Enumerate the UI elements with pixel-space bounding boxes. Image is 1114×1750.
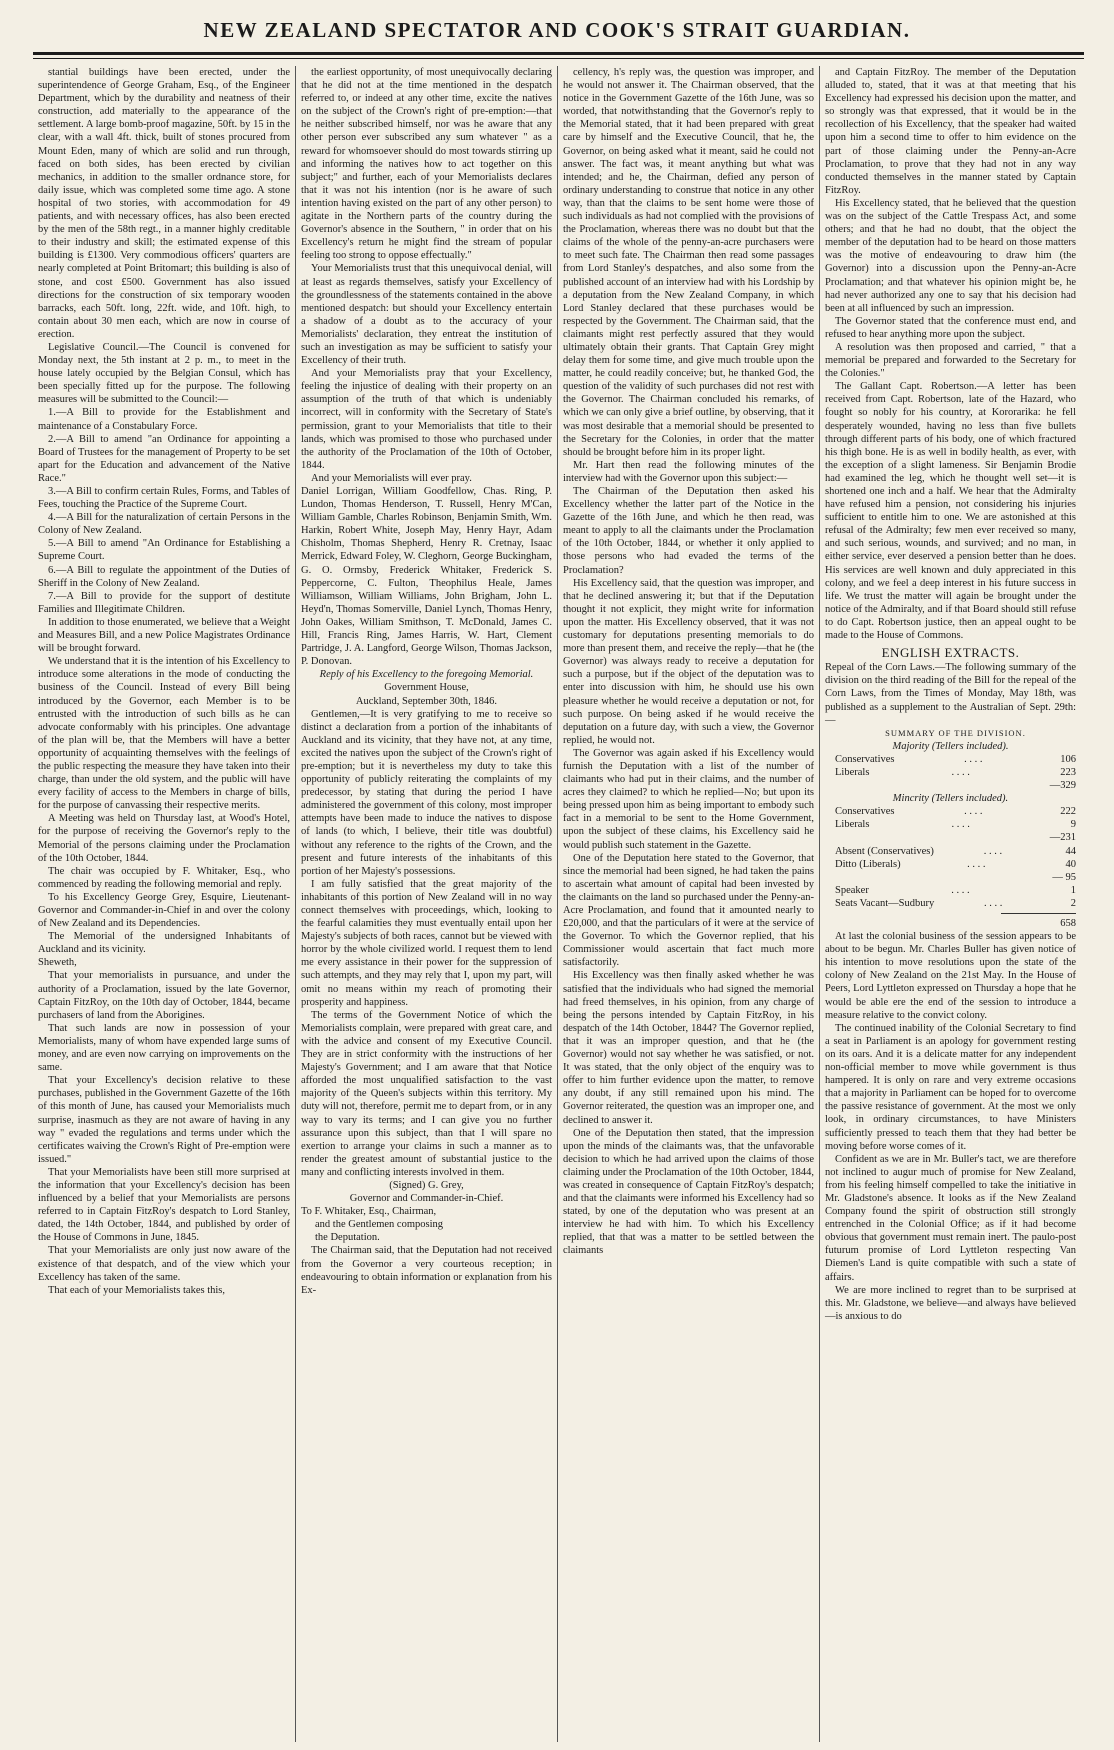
col2-paragraph: The Chairman said, that the Deputation had not received from the Governor a very courteous reception; in endeavouring to obtain information or explanation from his Ex- [301,1245,552,1296]
masthead-rule-thick [33,52,1084,55]
division-row [825,818,1076,831]
leader-dots: . . . . [951,819,970,831]
col2-paragraph: Government House, [384,682,469,694]
leader-dots: . . . . [964,806,983,818]
col1-paragraph: That your Memorialists have been still more surprised at the information that your Excellency's decision has been influenced by a belief that your Memorialists are persons referred to in Captain FitzRoy's despatch to Lord Stanley, dated, the 14th October, 1844, and published by order of the House of Commons in June, 1845. [38,1166,290,1244]
col2-paragraph: Gentlemen,—It is very gratifying to me to receive so distinct a declaration from a portion of the inhabitants of Auckland and its vicinity, that they have not, at any time, excited the natives upon the subject of the Crown's right of pre-emption; but it is nevertheless my duty to take this opportunity of publicly reiterating the complaints of my predecessor, by stating that during the period I have administered the government of this colony, most improper attempts have been made to induce the natives to dispose of lands (to which, I believe, their title was doubtful) without any reference to the rights of the Crown, and the present and future interests of the inhabitants of this portion of her Majesty's possessions. [301,708,552,877]
leader-dots: . . . . [983,897,1003,909]
col3-paragraph: cellency, h's reply was, the question was improper, and he would not answer it. The Chairman observed, that the notice in the Government Gazette of the 16th June, was so worded, that notwithstanding that the Governor's reply to the Memorial stated, that it had been prepared with great care by himself and the Executive Council, that he, the Governor, on being asked what it meant, said he could not answer. The fact was, it meant anything but what was intended; and he, the Chairman, defied any person of ordinary understanding to construe that notice in any other way, than that the claims to be sent home were those of such individuals as had not complied with the provisions of the Proclamation, whereas there was no doubt but that the claims of the whole of the penny-an-acre purchasers were to meet such fate. The Chairman then read some passages from Lord Stanley's despatches, and also some from the published account of an interview had with his Lordship by a deputation from the New Zealand Company, in which Lord Stanley declared that these purchases would be respected by the Government. The Chairman said, that the claimants might rest perfectly assured that they would ultimately obtain their grants. That Captain Grey might delay them for some time, and give much trouble upon the matter, he could readily conceive; but, he thanked God, the question of the validity of such purchases did not rest with the Governor. The Chairman concluded his remarks, of which we can only give a brief outline, by observing, that it was most desirable that a memorial should be presented to the Secretary for the Colonies, in order that the matter should be brought before him in its proper light. [563,67,814,458]
col1-paragraph: That your Memorialists are only just now aware of the existence of that despatch, and of the view which your Excellency has taken of the same. [38,1245,290,1283]
division-row [825,897,1076,910]
col1-paragraph: That such lands are now in possession of your Memorialists, many of whom have expended large sums of money, and are even now carrying on improvements on the same. [38,1022,290,1074]
division-label: Liberals [835,766,870,778]
division-label: Speaker [835,884,869,896]
corn-laws-intro: Repeal of the Corn Laws.—The following summary of the division on the third reading of the Bill for the repeal of the Corn Laws, from the Times of Monday, May 18th, was published as a supplement to the Australian of Sept. 29th:— [825,662,1076,726]
other-seats-table [825,884,1076,910]
col1-paragraph: A Meeting was held on Thursday last, at Wood's Hotel, for the purpose of receiving the Governor's reply to the Memorial of the persons claiming under the Proclamation of the 10th October, 1844. [38,813,290,864]
col1-paragraph: That each of your Memorialists takes this, [48,1284,225,1296]
col2-paragraph: Auckland, September 30th, 1846. [355,695,498,707]
column-2 [295,66,557,1742]
col1-paragraph: 1.—A Bill to provide for the Establishment and maintenance of a Constabulary Force. [38,407,290,432]
col1-paragraph: Legislative Council.—The Council is convened for Monday next, the 5th instant at 2 p. m., to meet in the house lately occupied by the Belgian Consul, which has been specially fitted up for the purpose. The following measures will be submitted to the Council:— [38,341,290,406]
english-extracts-title: ENGLISH EXTRACTS. [881,645,1020,661]
col3-paragraph: His Excellency was then finally asked whether he was satisfied that the individuals who had signed the memorial had freed themselves, in his opinion, from any charge of being the persons intended by Captain FitzRoy, in his despatch of the 14th October, 1844? The Governor replied, that it was an improper question, and that he (the Governor) would not say whether he was satisfied, or not. It was stated, that the only object of the enquiry was to offer to him further evidence upon the matter, to remove any doubt, if any still remained upon his mind. The Governor reiterated, the question was an improper one, and declined to answer it. [563,970,814,1126]
division-row [825,845,1076,858]
col1-paragraph: To his Excellency George Grey, Esquire, Lieutenant-Governor and Commander-in-Chief in and over the colony of New Zealand and its Dependencies. [38,891,290,930]
col3-paragraph: The Chairman of the Deputation then asked his Excellency whether the latter part of the Notice in the Gazette of the 16th June, and which he then read, was meant to apply to all the claimants under the Proclamation of the 10th October, 1844, or whether it only applied to those persons who had evaded the terms of the Proclamation? [563,486,814,576]
minority-table [825,805,1076,831]
col2-paragraph: And your Memorialists pray that your Excellency, feeling the injustice of dealing with their property on an assumption of the truth of that which is undeniably incorrect, will in conformity with the Secretary of State's permission, grant to your Memorialists that title to their lands, which was promised to those who purchased under the authority of the Proclamation of the 10th of October, 1844. [301,368,552,471]
division-label: Conservatives [835,753,895,765]
division-row [825,858,1076,871]
column-1 [33,66,295,1742]
col2-paragraph: Daniel Lorrigan, William Goodfellow, Chas. Ring, P. Lundon, Thomas Henderson, T. Russell, Henry M'Can, William Gamble, Charles Robinson, Benjamin Smith, Wm. Harkin, Robert White, Joseph May, Henry Hayr, Adam Chisholm, Thomas Shepherd, Henry R. Cretnay, Isaac Merrick, Edward Foley, W. Cleghorn, George Buckingham, G. O. Ormsby, Frederick Whitaker, Frederick S. Peppercorne, C. Fulton, Theophilus Heale, James Williamson, William Williams, John Brigham, John L. Heyd'n, Thomas Somerville, Daniel Lynch, Thomas Henry, John Oakes, William Smithson, T. McDonald, James C. Hill, Francis Ring, James Harris, W. Hart, Clement Partridge, J. A. Langford, George Wilson, Thomas Jackson, P. Donovan. [301,486,552,668]
col4-paragraph: and Captain FitzRoy. The member of the Deputation alluded to, stated, that it was at that meeting that his Excellency had expressed his decision upon the matter, and so strongly was that expressed, that it would be in the recollection of his Excellency, that the speaker had waited upon him a second time to offer to him evidence on the part of those claiming under the Penny-an-Acre Proclamation, to prove that they had not in any way conducted themselves in the manner stated by Captain FitzRoy. [825,67,1076,196]
col3-paragraph: His Excellency said, that the question was improper, and that he declined answering it; but that if the Deputation thought it not explicit, they might write for information upon the matter. His Excellency observed, that it was not customary for deputations presenting memorials to do more than present them, and receive the reply—that he (the Governor) was always ready to receive a deputation for such a purpose, but if the object of the deputation was to enter into discussion with him, he should use his own pleasure whether he would receive a deputation or not, for such purpose. On being asked if he would receive the deputation on a future day, with such a view, the Governor replied, he would not. [563,577,814,746]
col4-paragraph: The Gallant Capt. Robertson.—A letter has been received from Capt. Robertson, late of the Hazard, who fought so nobly for his country, at Kororarika: he fell desperately wounded, having no less than five bullets through different parts of his body, one of which fractured his thigh bone. He is as well in bodily health, as ever, with the exception of a slight lameness. Sir Benjamin Brodie had examined the leg, which he thought well set—it is shortened one inch and a half. We hear that the Admiralty have refused him a pension, not considering his injuries sufficient to entitle him to one. We are astonished at this refusal of the Admiralty; few men ever received so many, and such serious, wounds, and survived; and no man, in either service, ever deserved a pension better than he does. His services are well known and duly appreciated in this colony, and we feel a deep interest in his future success in life. We trust the matter will again be brought under the notice of the Admiralty, and if that Board should still refuse to do Capt. Robertson justice, then an appeal ought to be made to the House of Commons. [825,381,1076,642]
absent-table [825,845,1076,871]
col1-paragraph: That your Excellency's decision relative to these purchases, published in the Government Gazette of the 16th of this month of June, has caused your Memorialists much surprise, inasmuch as they are not aware of having in any way " evaded the regulations and terms under which the certificates waiving the Crown's Right of Pre-emption were issued." [38,1075,290,1165]
col3-paragraph: The Governor was again asked if his Excellency would furnish the Deputation with a list of the number of claimants who had put in their claims, and the number of acres they claimed? to which he replied—No; but upon its being pressed upon him as being important to embody such fact in a memorial to be sent to the Home Government, upon the subject of these claims, his Excellency said he would publish such statement in the Gazette. [563,747,814,851]
division-label: Ditto (Liberals) [835,858,901,870]
col1-paragraph: 2.—A Bill to amend "an Ordinance for appointing a Board of Trustees for the management of Property to be set apart for the Education and advancement of the Native Race." [38,433,290,484]
col4-paragraph: The Governor stated that the conference must end, and refused to hear anything more upon the subject. [825,315,1076,340]
col3-paragraph: One of the Deputation here stated to the Governor, that since the memorial had been signed, he had taken the pains to ascertain what amount of capital had been invested by the claimants on the land so purchased under the Penny-an-Acre Proclamation, and found that it amounted nearly to £20,000, and that the particulars of it were at the service of the Governor. To which the Governor replied, that his Commissioner would ascertain that fact much more satisfactorily. [563,852,814,969]
col2-paragraph: Governor and Commander-in-Chief. [349,1193,504,1205]
col4-paragraph: His Excellency stated, that he believed that the question was on the subject of the Cattle Trespass Act, and some others; and that he had no doubt, that the object the member of the deputation had to be heard on those matters was the motive of endeavouring to draw him (the Governor) into a discussion upon the Penny-an-Acre Proclamation; and that whatever his opinion might be, he had never authorized any one to say that his decision had been at all influenced by such an impression. [825,197,1076,314]
division-value: 222 [1060,806,1076,818]
division-label: Seats Vacant—Sudbury [835,897,935,909]
col1-paragraph: 3.—A Bill to confirm certain Rules, Forms, and Tables of Fees, touching the Practice of the Supreme Court. [38,486,290,511]
division-row [825,753,1076,766]
leader-dots: . . . . [967,858,986,870]
col1-paragraph: Sheweth, [38,957,77,969]
col1-paragraph: 4.—A Bill for the naturalization of certain Persons in the Colony of New Zealand. [38,512,290,537]
col1-paragraph: 7.—A Bill to provide for the support of destitute Families and Illegitimate Children. [38,590,290,615]
grand-total: 658 [1060,918,1076,929]
col1-paragraph: The Memorial of the undersigned Inhabitants of Auckland and its vicinity. [38,931,290,956]
extracts-commentary [825,930,1076,1323]
division-value: 1 [1070,884,1076,896]
masthead: NEW ZEALAND SPECTATOR AND COOK'S STRAIT GUARDIAN. [203,18,911,42]
column-3 [557,66,819,1742]
col2-paragraph: To F. Whitaker, Esq., Chairman, [301,1206,437,1218]
division-value: 223 [1060,766,1076,778]
extracts-paragraph: At last the colonial business of the session appears to be about to be begun. Mr. Charles Buller has given notice of his intention to move resolutions upon the state of the colony of New Zealand on the 21st May. In the House of Peers, Lord Lyttleton expressed on Thursday a hope that he would be able ere the end of the session to introduce a measure relative to the convict colony. [825,931,1076,1021]
division-value: 106 [1060,753,1076,765]
extracts-paragraph: Confident as we are in Mr. Buller's tact, we are therefore not inclined to augur much of promise for New Zealand, from his feeling himself compelled to take the initiative in Mr. Gladstone's absence. It looks as if the New Zealand Company found the spirit of obstruction still strongly entrenched in the Colonial Office; as if it had become obvious that government must remain inert. The paulo-post futurum promise of Lord Lyttleton respecting Van Diemen's Land is quite compatible with such a state of affairs. [825,1153,1076,1283]
majority-table [825,753,1076,779]
columns [33,66,1084,1742]
division-label: Absent (Conservatives) [835,845,934,857]
division-value: 9 [1070,819,1076,831]
division-row [825,805,1076,818]
col1-paragraph: stantial buildings have been erected, under the superintendence of George Graham, Esq., of the Engineer Department, which by the durability and neatness of their construction, add materially to the appearance of the settlement. A large bomb-proof magazine, 50ft. by 15 in the clear, with a wall 4ft. thick, built of stones procured from Mount Eden, many of which are solid and run through, faced on both sides, has been erected by civilian mechanics, in addition to the smaller ordnance store, for daily issue, which was completed some time ago. A stone hospital of two stories, with accommodation for 49 patients, and with necessary offices, has also been erected by the men of the 58th regt., in a manner highly creditable to their industry and skill; the estimated expense of this building is £1300. Very commodious officers' quarters are nearly completed at Point Britomart; this building is also of stone, and cost £500. Government has also issued directions for the construction of six temporary wooden barracks, each 50ft. long, 22ft. wide, and 10ft. high, to contain about 30 men each, which are now in course of erection. [38,67,290,340]
col1-paragraph: In addition to those enumerated, we believe that a Weight and Measures Bill, and a new Police Magistrates Ordinance will be brought forward. [38,616,290,655]
division-label: Conservatives [835,806,895,818]
division-summary-heading: SUMMARY OF THE DIVISION. [885,727,1026,738]
majority-total: —329 [1049,780,1076,792]
leader-dots: . . . . [951,884,970,896]
leader-dots: . . . . [983,845,1003,857]
col3-paragraph: Mr. Hart then read the following minutes of the interview had with the Governor upon this subject:— [563,459,814,484]
col1-paragraph: 5.—A Bill to amend "An Ordinance for Establishing a Supreme Court. [38,538,290,563]
leader-dots: . . . . [964,753,983,765]
col2-paragraph: I am fully satisfied that the great majority of the inhabitants of this portion of New Zealand will in no way connect themselves with proceedings, which, looking to the fearful calamities they must eventually entail upon her Majesty's subjects of both races, cannot but be viewed with horror by the whole civilized world. I request them to lend me every assistance in their power for the suppression of such attempts, and they may rely that I, upon my part, will omit no means within my reach of promoting their prosperity and happiness. [301,878,552,1008]
column-4-articles [825,66,1076,642]
col1-paragraph: That your memorialists in pursuance, and under the authority of a Proclamation, issued by the late Governor, Captain FitzRoy, on the 10th day of October, 1844, became purchasers of land from the Aborigines. [38,970,290,1021]
col1-paragraph: The chair was occupied by F. Whitaker, Esq., who commenced by reading the following memorial and reply. [38,865,290,890]
col1-paragraph: We understand that it is the intention of his Excellency to introduce some alterations in the mode of conducting the business of the Council. Instead of every Bill being introduced by the Governor, each Member is to be entrusted with the introduction of such bills as he can advocate conformably with his principles. One advantage of the plan will be, that the Members will have a better opportunity of acquainting themselves with the feelings of the public respecting the measure they have taken into their charge, than under the old system, and the public will have every facility of access to the Members in charge of bills, for the purpose of canvassing their respective merits. [38,656,290,812]
col2-paragraph: Reply of his Excellency to the foregoing Memorial. [319,669,534,681]
division-row [825,766,1076,779]
division-label: Liberals [835,819,870,831]
col4-paragraph: A resolution was then proposed and carried, " that a memorial be prepared and forwarded to the Secretary for the Colonies." [825,341,1076,380]
extracts-paragraph: We are more inclined to regret than to be surprised at this. Mr. Gladstone, we believe—and always have believed—is anxious to do [825,1284,1076,1322]
total-rule [1001,913,1076,914]
division-value: 40 [1065,858,1076,870]
majority-heading: Majority (Tellers included). [892,740,1009,752]
col2-paragraph: Your Memorialists trust that this unequivocal denial, will at least as regards themselves, satisfy your Excellency of the groundlessness of the statements contained in the above mentioned despatch: but should your Excellency entertain a shadow of a doubt as to the accuracy of your Memorialists' declaration, they entreat the institution of such an investigation as may be sufficient to satisfy your Excellency of their truth. [301,263,552,367]
col3-paragraph: One of the Deputation then stated, that the impression upon the minds of the claimants was, that the unfavorable decision to which he had arrived upon the claims of those claiming under the Proclamation of the 10th October, 1844, was created in consequence of Captain FitzRoy's despatch; and that the claimants were informed his Excellency had so stated, by one of the deputation who was present at an interview he had with him. To which his Excellency replied, that that was a matter to be settled between the claimants [563,1127,814,1257]
extracts-paragraph: The continued inability of the Colonial Secretary to find a seat in Parliament is an apology for government resting on its oars. And it is a delicate matter for any independent non-official member to move while government is thus hampered. It is only on rare and very extreme occasions that a majority in Parliament can be hoped for to overcome the passive resistance of government. At the most we only look, in ordinary circumstances, to have Ministers sufficiently pressed to teach them that they had better be moving before worse comes of it. [825,1022,1076,1152]
col2-paragraph: And your Memorialists will ever pray. [311,472,472,484]
masthead-rule-thin [33,58,1084,59]
minority-total: —231 [1049,832,1076,844]
minority-heading: Mincrity (Tellers included). [892,793,1009,805]
col2-paragraph: the Deputation. [315,1232,380,1244]
col2-paragraph: (Signed) G. Grey, [389,1179,464,1191]
leader-dots: . . . . [951,766,970,778]
col2-paragraph: the earliest opportunity, of most unequivocally declaring that he did not at the time mentioned in the despatch referred to, or indeed at any other time, excite the natives on the subject of the Crown's right of pre-emption:—that he neither subscribed himself, nor was he aware that any other person ever subscribed any sum whatever " as a reward for whomsoever should do most towards stirring up and informing the natives how to act together on this subject;" and further, each of your Memorialists declares that it was not his intention (nor is he aware of such intention having existed on the part of any other person) to agitate in the Northern parts of the country during the Governor's absence in the Southern, " in order that on his Excellency's return he might find the stream of popular feeling too strong to oppose effectually." [301,67,552,262]
division-row [825,884,1076,897]
column-4 [819,66,1081,1742]
division-value: 44 [1065,845,1076,857]
col2-paragraph: The terms of the Government Notice of which the Memorialists complain, were prepared with great care, and with the advice and consent of my Executive Council. They are in strict conformity with the instructions of her Majesty's Government; and I am aware that that Notice afforded the most unqualified satisfaction to the vast majority of the Queen's subjects within this territory. My duty will not, therefore, permit me to depart from, or in any way to vary its terms; and I can give you no further assurance upon this subject, than that I will spare no exertion to arrange your claims in such a manner as to render the greatest amount of substantial justice to the many and conflicting interests involved in them. [301,1009,552,1178]
division-value: 2 [1070,897,1076,909]
col1-paragraph: 6.—A Bill to regulate the appointment of the Duties of Sheriff in the Colony of New Zealand. [38,564,290,589]
col2-paragraph: and the Gentlemen composing [315,1219,444,1231]
absent-total: — 95 [1052,871,1076,883]
